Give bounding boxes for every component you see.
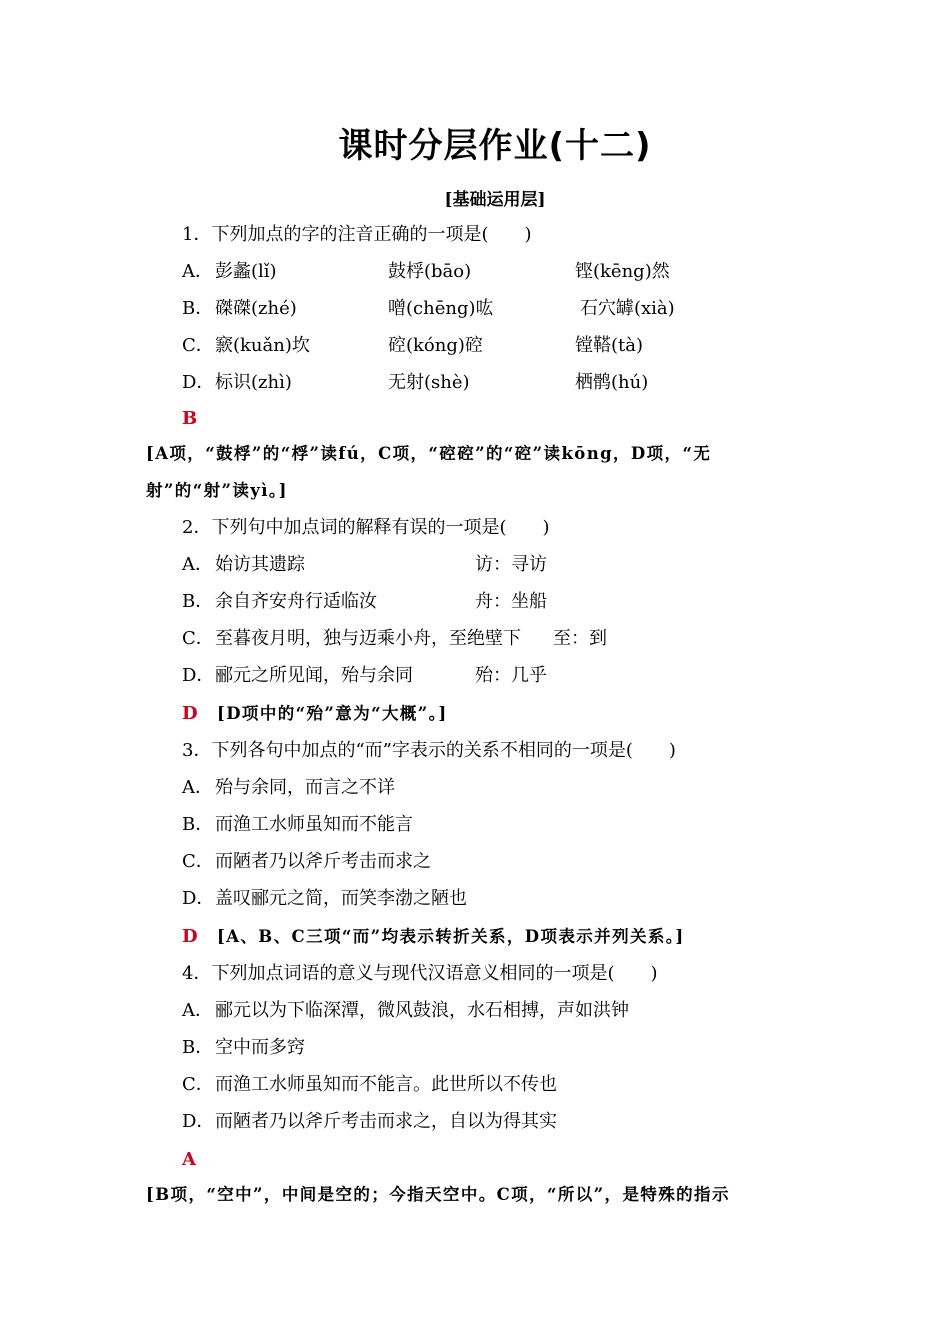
q2-option-a-label: A． xyxy=(182,554,213,575)
q1-option-b-item3: 石穴罅(xià) xyxy=(580,298,675,319)
page-title: 课时分层作业(十二) xyxy=(338,126,652,166)
q1-option-b-label: B． xyxy=(182,298,214,319)
q2-option-d-text: 郦元之所见闻，殆与余同 xyxy=(215,665,413,686)
q1-option-d-item1: 标识(zhì) xyxy=(215,372,292,393)
q3-option-b-label: B． xyxy=(182,814,214,835)
q1-option-c-item2: 硿(kóng)硿 xyxy=(388,335,483,356)
q2-option-b-label: B． xyxy=(182,591,214,612)
question-3-stem: 3．下列各句中加点的“而”字表示的关系不相同的一项是( ) xyxy=(182,740,676,761)
q1-option-d-item3: 栖鹘(hú) xyxy=(575,372,649,393)
q1-option-b-item2: 噌(chēng)吰 xyxy=(388,298,494,319)
q2-answer: D xyxy=(182,703,198,724)
q1-option-a-item1: 彭蠡(lǐ) xyxy=(215,261,277,282)
q1-option-b-item1: 磔磔(zhé) xyxy=(215,298,297,319)
q2-option-c-label: C． xyxy=(182,628,214,649)
q1-option-a-label: A． xyxy=(182,261,213,282)
q4-option-c-text: 而渔工水师虽知而不能言。此世所以不传也 xyxy=(215,1074,557,1095)
q2-option-b-text: 余自齐安舟行适临汝 xyxy=(215,591,377,612)
q3-option-d-text: 盖叹郦元之简，而笑李渤之陋也 xyxy=(215,888,467,909)
q4-option-a-label: A． xyxy=(182,1000,213,1021)
q1-option-d-item2: 无射(shè) xyxy=(388,372,470,393)
q4-option-c-label: C． xyxy=(182,1074,214,1095)
q1-option-c-item1: 窾(kuǎn)坎 xyxy=(215,335,310,356)
q3-option-c-label: C． xyxy=(182,851,214,872)
q2-option-d-gloss: 殆：几乎 xyxy=(475,665,547,686)
q2-option-a-text: 始访其遗踪 xyxy=(215,554,305,575)
q4-explanation-line-1: [B项，“空中”，中间是空的；今指天空中。C项，“所以”，是特殊的指示 xyxy=(146,1185,730,1204)
q2-option-d-label: D． xyxy=(182,665,215,686)
q3-explanation: [A、B、C三项“而”均表示转折关系，D项表示并列关系。] xyxy=(217,927,685,946)
q3-option-a-text: 殆与余同，而言之不详 xyxy=(215,777,395,798)
q1-option-d-label: D． xyxy=(182,372,215,393)
q4-option-a-text: 郦元以为下临深潭，微风鼓浪，水石相搏，声如洪钟 xyxy=(215,1000,629,1021)
q4-option-b-text: 空中而多窍 xyxy=(215,1037,305,1058)
section-heading: [基础运用层] xyxy=(444,190,546,210)
q2-option-b-gloss: 舟：坐船 xyxy=(475,591,547,612)
q1-explanation-line-2: 射”的“射”读yì。] xyxy=(146,481,288,500)
question-1-stem: 1．下列加点的字的注音正确的一项是( ) xyxy=(182,224,532,245)
q3-option-b-text: 而渔工水师虽知而不能言 xyxy=(215,814,413,835)
q1-option-c-item3: 镗鞳(tà) xyxy=(575,335,644,356)
q1-explanation-line-1: [A项，“鼓桴”的“桴”读fú，C项，“硿硿”的“硿”读kōng，D项，“无 xyxy=(146,444,712,463)
question-4-stem: 4．下列加点词语的意义与现代汉语意义相同的一项是( ) xyxy=(182,963,658,984)
q4-option-d-label: D． xyxy=(182,1111,215,1132)
q2-explanation: [D项中的“殆”意为“大概”。] xyxy=(217,704,448,723)
q2-option-c-text: 至暮夜月明，独与迈乘小舟，至绝壁下 xyxy=(215,628,521,649)
q3-answer: D xyxy=(182,926,198,947)
q2-option-a-gloss: 访：寻访 xyxy=(475,554,547,575)
q2-option-c-gloss: 至：到 xyxy=(553,628,607,649)
q4-answer: A xyxy=(182,1149,196,1170)
q1-option-c-label: C． xyxy=(182,335,214,356)
q1-option-a-item2: 鼓桴(bāo) xyxy=(388,261,472,282)
q3-option-a-label: A． xyxy=(182,777,213,798)
q1-option-a-item3: 铿(kēng)然 xyxy=(575,261,670,282)
q3-option-d-label: D． xyxy=(182,888,215,909)
q1-answer: B xyxy=(182,408,198,429)
q4-option-d-text: 而陋者乃以斧斤考击而求之，自以为得其实 xyxy=(215,1111,557,1132)
question-2-stem: 2．下列句中加点词的解释有误的一项是( ) xyxy=(182,517,550,538)
q3-option-c-text: 而陋者乃以斧斤考击而求之 xyxy=(215,851,431,872)
q4-option-b-label: B． xyxy=(182,1037,214,1058)
